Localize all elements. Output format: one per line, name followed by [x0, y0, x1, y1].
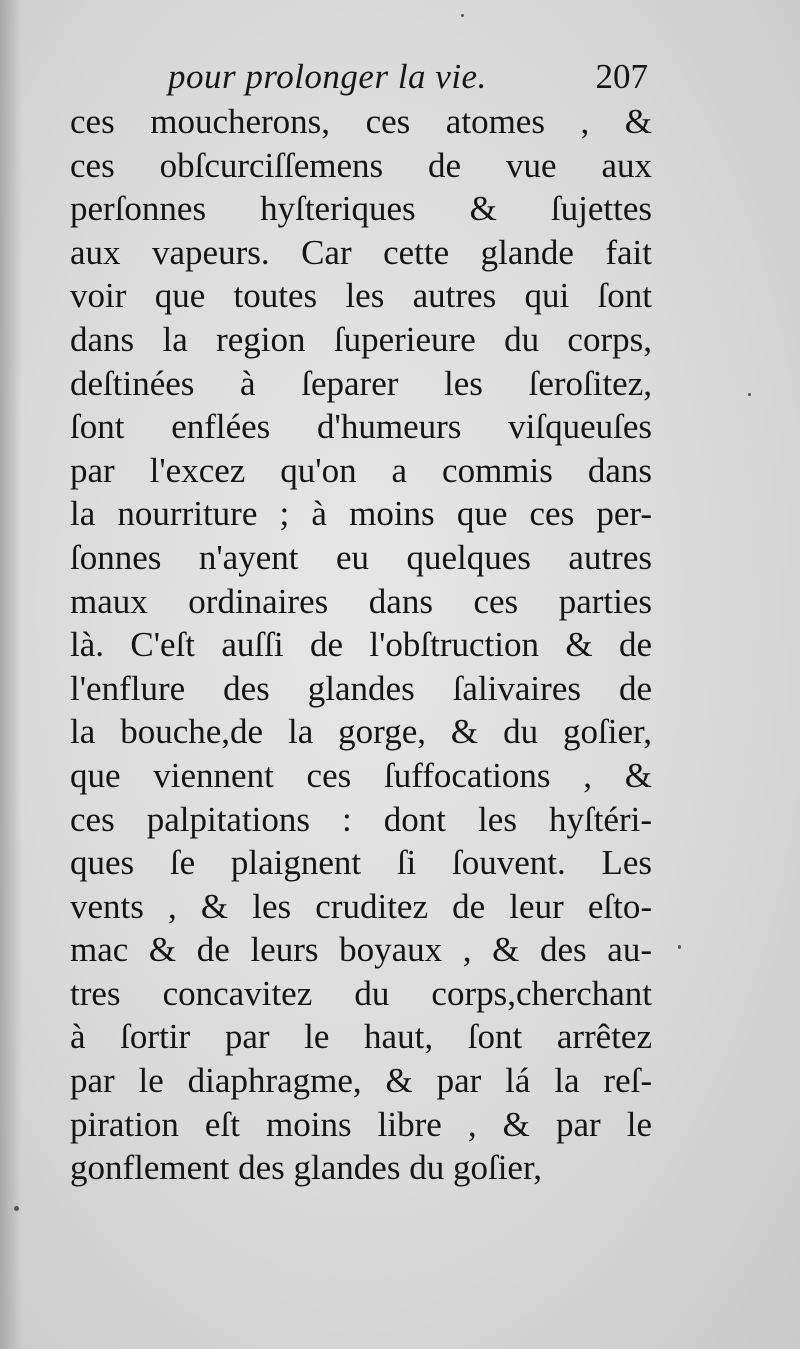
text-line: la nourriture ; à moins que ces per- — [70, 494, 652, 534]
page-number: 207 — [595, 57, 648, 96]
text-line: là. C'eſt auſſi de l'obſtruction & de — [70, 625, 652, 665]
text-line: dans la region ſuperieure du corps, — [70, 319, 652, 359]
text-line: que viennent ces ſuffocations , & — [70, 755, 652, 795]
text-line: ces obſcurciſſemens de vue aux — [70, 145, 652, 185]
text-line: à ſortir par le haut, ſont arrêtez — [70, 1017, 652, 1057]
paper-speck — [461, 14, 464, 17]
text-line: la bouche,de la gorge, & du goſier, — [70, 712, 652, 752]
text-line: ces palpitations : dont les hyſtéri- — [70, 799, 652, 839]
text-line: piration eſt moins libre , & par le — [70, 1104, 652, 1144]
text-line: perſonnes hyſteriques & ſujettes — [70, 189, 652, 229]
text-line: par l'excez qu'on a commis dans — [70, 450, 652, 490]
page-edge-shadow — [0, 0, 22, 1349]
running-title: pour prolonger la vie. — [168, 57, 487, 96]
text-line: aux vapeurs. Car cette glande fait — [70, 232, 652, 272]
text-line: ſont enflées d'humeurs viſqueuſes — [70, 407, 652, 447]
paper-speck — [748, 393, 751, 396]
text-line: l'enflure des glandes ſalivaires de — [70, 668, 652, 708]
text-line: ſonnes n'ayent eu quelques autres — [70, 537, 652, 577]
text-line: ces moucherons, ces atomes , & — [70, 102, 652, 141]
text-line: ques ſe plaignent ſi ſouvent. Les — [70, 843, 652, 883]
paper-speck — [14, 1206, 19, 1211]
paper-speck — [678, 945, 681, 949]
body-text — [70, 100, 652, 1190]
running-head — [168, 52, 658, 102]
text-line: tres concavitez du corps,cherchant — [70, 973, 652, 1013]
text-line: mac & de leurs boyaux , & des au- — [70, 930, 652, 970]
text-line: par le diaphragme, & par lá la reſ- — [70, 1061, 652, 1101]
text-line: gonflement des glandes du goſier, — [70, 1148, 542, 1188]
text-line: voir que toutes les autres qui ſont — [70, 276, 652, 316]
text-line: deſtinées à ſeparer les ſeroſitez, — [70, 363, 652, 403]
text-line: maux ordinaires dans ces parties — [70, 581, 652, 621]
text-line: vents , & les cruditez de leur eſto- — [70, 886, 652, 926]
